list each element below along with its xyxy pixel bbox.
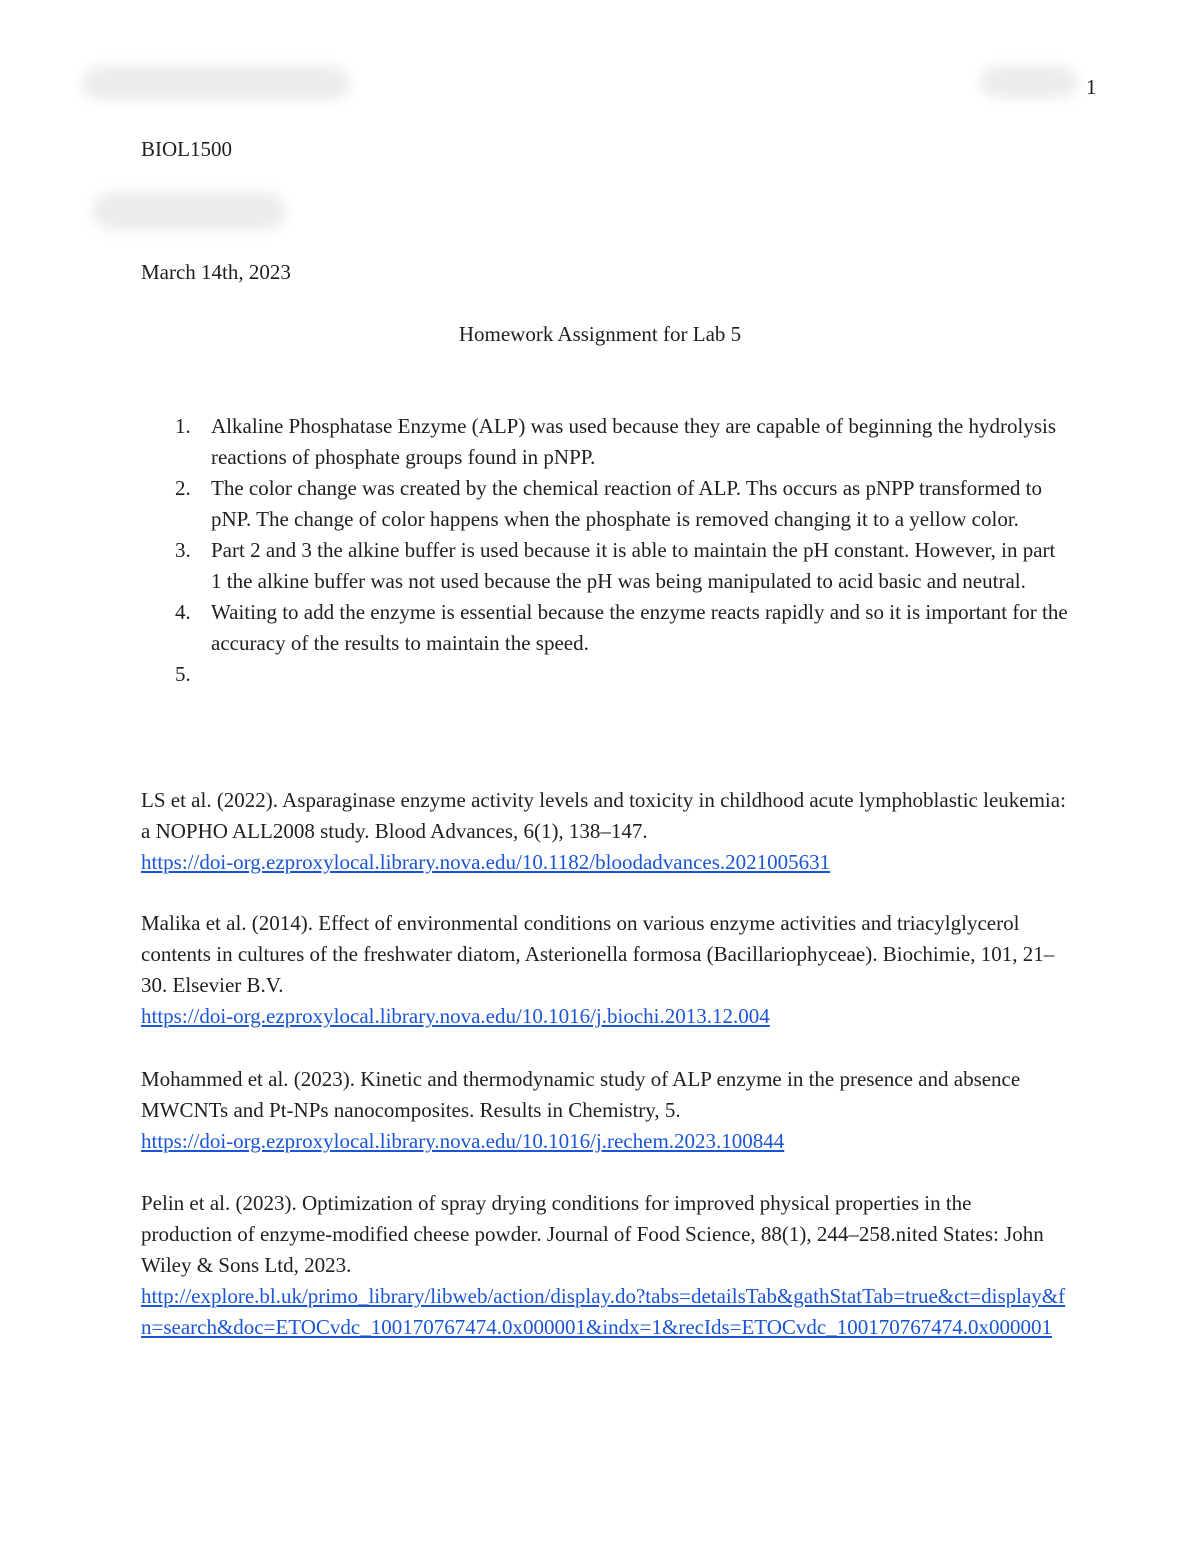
reference-citation: Mohammed et al. (2023). Kinetic and thermodynamic study of ALP enzyme in the presence and absence MWCNTs and Pt-NPs nanocomposites. Results in Chemistry, 5. xyxy=(141,1067,1021,1122)
answer-item xyxy=(0,597,1200,659)
document-title: Homework Assignment for Lab 5 xyxy=(458,322,742,346)
answer-item xyxy=(0,411,1200,473)
answer-text: Alkaline Phosphatase Enzyme (ALP) was used because they are capable of beginning the hydrolysis reactions of phosphate groups found in pNPP. xyxy=(211,414,1057,469)
answer-text: The color change was created by the chemical reaction of ALP. Ths occurs as pNPP transformed to pNP. The change of color happens when the phosphate is removed changing it to a yellow color. xyxy=(211,476,1042,531)
reference-citation: Malika et al. (2014). Effect of environmental conditions on various enzyme activities and triacylglycerol contents in cultures of the freshwater diatom, Asterionella formosa (Bacillariophyceae). Biochimie, 101, 21–30. Elsevier B.V. xyxy=(141,911,1055,997)
reference-link[interactable]: https://doi-org.ezproxylocal.library.nova.edu/10.1016/j.biochi.2013.12.004 xyxy=(141,1004,770,1028)
reference-entry xyxy=(141,908,1066,1032)
reference-citation: LS et al. (2022). Asparaginase enzyme activity levels and toxicity in childhood acute lymphoblastic leukemia: a NOPHO ALL2008 study. Blood Advances, 6(1), 138–147. xyxy=(141,788,1066,843)
reference-entry xyxy=(141,1188,1066,1343)
answer-number: 5. xyxy=(175,662,191,686)
answer-text: Part 2 and 3 the alkine buffer is used because it is able to maintain the pH constant. However, in part 1 the alkine buffer was not used because the pH was being manipulated to acid basic and neutral. xyxy=(211,538,1056,593)
answer-list xyxy=(0,411,1200,690)
answer-number: 3. xyxy=(175,538,191,562)
redacted-instructor-name xyxy=(92,192,286,230)
reference-link[interactable]: https://doi-org.ezproxylocal.library.nova.edu/10.1016/j.rechem.2023.100844 xyxy=(141,1129,785,1153)
reference-entry xyxy=(141,785,1066,878)
reference-entry xyxy=(141,1064,1066,1157)
answer-number: 2. xyxy=(175,476,191,500)
redacted-page-header-name xyxy=(980,66,1078,98)
answer-item xyxy=(0,535,1200,597)
answer-item xyxy=(0,473,1200,535)
reference-link[interactable]: https://doi-org.ezproxylocal.library.nova.edu/10.1182/bloodadvances.2021005631 xyxy=(141,850,831,874)
answer-text xyxy=(211,659,1071,690)
redacted-name-header xyxy=(82,66,350,100)
answer-number: 4. xyxy=(175,600,191,624)
course-code: BIOL1500 xyxy=(141,137,232,161)
answer-number: 1. xyxy=(175,414,191,438)
page-number: 1 xyxy=(1086,75,1097,99)
answer-text: Waiting to add the enzyme is essential because the enzyme reacts rapidly and so it is important for the accuracy of the results to maintain the speed. xyxy=(211,600,1068,655)
reference-link[interactable]: http://explore.bl.uk/primo_library/libweb/action/display.do?tabs=detailsTab&gathStatTab=true&ct=display&fn=search&doc=ETOCvdc_100170767474.0x000001&indx=1&recIds=ETOCvdc_100170767474.0x000001 xyxy=(141,1284,1066,1339)
answer-item xyxy=(0,659,1200,690)
assignment-date: March 14th, 2023 xyxy=(141,260,291,284)
reference-citation: Pelin et al. (2023). Optimization of spray drying conditions for improved physical properties in the production of enzyme-modified cheese powder. Journal of Food Science, 88(1), 244–258.nited States: John Wiley & Sons Ltd, 2023. xyxy=(141,1191,1044,1277)
